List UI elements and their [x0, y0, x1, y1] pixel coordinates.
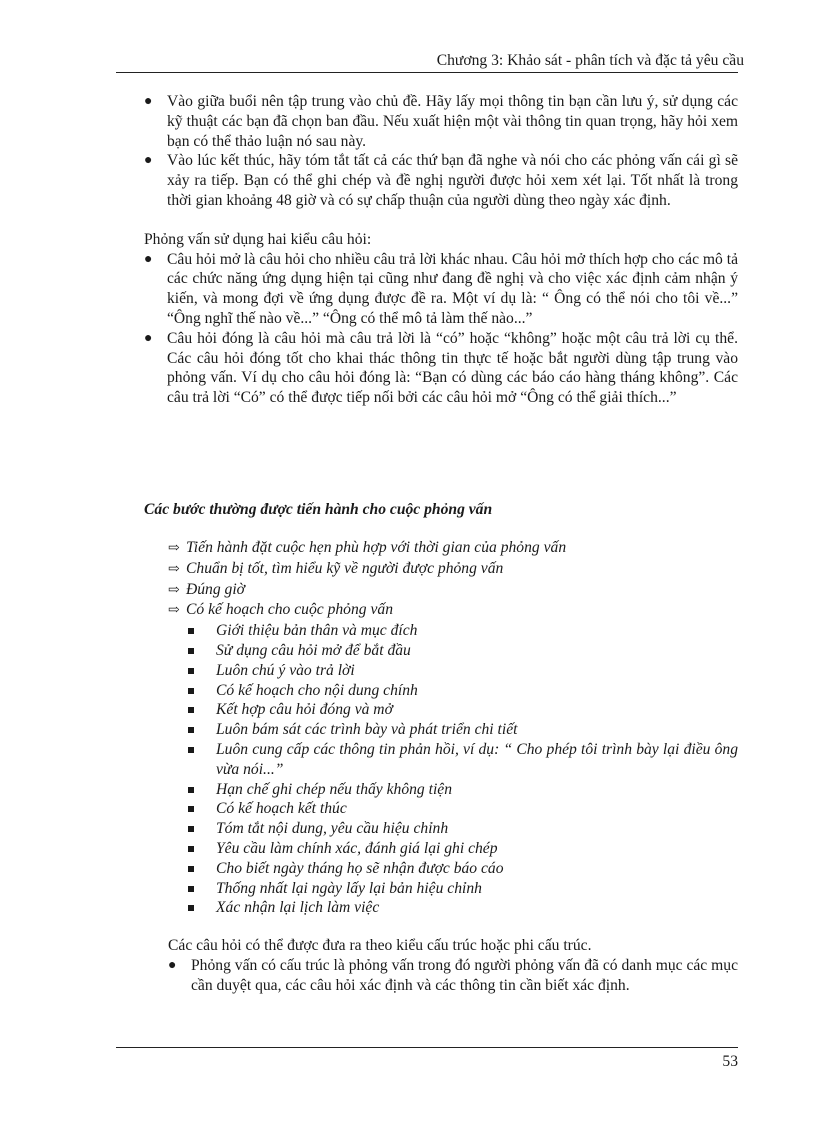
bullet-dot-icon: ● [168, 957, 177, 973]
arrow-right-icon: ⇨ [168, 541, 180, 556]
square-bullet-icon [188, 668, 194, 674]
square-bullet-icon [188, 846, 194, 852]
bullet-dot-icon: ● [144, 330, 153, 346]
step-item: ⇨ Chuẩn bị tốt, tìm hiểu kỹ về người được phỏng vấn [168, 559, 738, 580]
list-item: ● Vào lúc kết thúc, hãy tóm tắt tất cả các thứ bạn đã nghe và nói cho các phỏng vấn cái gì sẽ xảy ra tiếp. Bạn có thể ghi chép và đề nghị người được hỏi xem xét lại. Tốt nhất là trong thời gian khoảng 48 giờ và có sự chấp thuận của người dùng theo ngày xác định. [144, 152, 738, 209]
square-bullet-icon [188, 905, 194, 911]
step-item: ⇨ Tiến hành đặt cuộc hẹn phù hợp với thời gian của phỏng vấn [168, 538, 738, 559]
list-item: Xác nhận lại lịch làm việc [168, 898, 738, 918]
square-bullet-icon [188, 707, 194, 713]
list-item: Giới thiệu bản thân và mục đích [168, 621, 738, 641]
square-bullet-icon [188, 826, 194, 832]
list-item: Sử dụng câu hỏi mở để bắt đầu [168, 641, 738, 661]
step-item: ⇨ Đúng giờ [168, 580, 738, 601]
plan-sublist [168, 621, 738, 918]
list-item: Luôn cung cấp các thông tin phản hồi, ví dụ: “ Cho phép tôi trình bày lại điều ông vừa nói...” [168, 740, 738, 780]
square-bullet-icon [188, 866, 194, 872]
list-item: ● Câu hỏi mở là câu hỏi cho nhiều câu trả lời khác nhau. Câu hỏi mở thích hợp cho các mô tả các chức năng ứng dụng hiện tại cũng như đang đề nghị và cho việc xác định cảm nhận ý kiến, và mong đợi về ứng dụng được đề ra. Một ví dụ là: “ Ông có thể nói cho tôi về...” “Ông nghĩ thế nào về...” “Ông có thể mô tả làm thế nào...” [144, 250, 738, 327]
header-rule [116, 72, 738, 73]
arrow-right-icon: ⇨ [168, 603, 180, 619]
arrow-right-icon: ⇨ [168, 561, 180, 577]
question-types-list [144, 250, 738, 408]
list-item: Có kế hoạch cho nội dung chính [168, 681, 738, 701]
page-number: 53 [722, 1053, 738, 1070]
list-item: Có kế hoạch kết thúc [168, 799, 738, 819]
chapter-header: Chương 3: Khảo sát - phân tích và đặc tả yêu cầu [436, 52, 744, 69]
closing-list [168, 956, 738, 996]
square-bullet-icon [188, 648, 194, 654]
square-bullet-icon [188, 787, 194, 793]
list-item: ● Phỏng vấn có cấu trúc là phỏng vấn trong đó người phỏng vấn đã có danh mục các mục cần duyệt qua, các câu hỏi xác định và các thông tin cần biết xác định. [168, 956, 738, 994]
footer-rule [116, 1047, 738, 1048]
square-bullet-icon [188, 727, 194, 733]
list-item: Cho biết ngày tháng họ sẽ nhận được báo cáo [168, 859, 738, 879]
list-item: Tóm tắt nội dung, yêu cầu hiệu chỉnh [168, 819, 738, 839]
arrow-right-icon: ⇨ [168, 582, 180, 598]
square-bullet-icon [188, 628, 194, 634]
square-bullet-icon [188, 688, 194, 694]
main-content [144, 92, 738, 408]
bullet-dot-icon: ● [144, 153, 153, 169]
list-item: Luôn bám sát các trình bày và phát triển chi tiết [168, 720, 738, 740]
square-bullet-icon [188, 747, 194, 753]
question-types-lead: Phỏng vấn sử dụng hai kiểu câu hỏi: [144, 230, 372, 248]
square-bullet-icon [188, 886, 194, 892]
bullet-dot-icon: ● [144, 251, 153, 267]
bullet-dot-icon: ● [144, 94, 153, 109]
list-item: Thống nhất lại ngày lấy lại bản hiệu chỉnh [168, 879, 738, 899]
section-title: Các bước thường được tiến hành cho cuộc phỏng vấn [144, 501, 493, 518]
list-item: ● Câu hỏi đóng là câu hỏi mà câu trả lời là “có” hoặc “không” hoặc một câu trả lời cụ thể. Các câu hỏi đóng tốt cho khai thác thông tin thực tế hoặc bắt người dùng tập trung vào phỏng vấn. Ví dụ cho câu hỏi đóng là: “Bạn có dùng các báo cáo hàng tháng không”. Các câu trả lời “Có” có thể được tiếp nối bởi các câu hỏi mở “Ông có thể giải thích...” [144, 329, 738, 407]
step-item: ⇨ Có kế hoạch cho cuộc phỏng vấn [168, 600, 738, 621]
list-item: Luôn chú ý vào trả lời [168, 661, 738, 681]
closing-section [168, 936, 738, 995]
intro-bullet-list [144, 92, 738, 211]
square-bullet-icon [188, 806, 194, 812]
list-item: Hạn chế ghi chép nếu thấy không tiện [168, 780, 738, 800]
interview-steps [168, 538, 738, 918]
list-item: ● Vào giữa buổi nên tập trung vào chủ đề. Hãy lấy mọi thông tin bạn cần lưu ý, sử dụng các kỹ thuật các bạn đã chọn ban đầu. Nếu xuất hiện một vài thông tin quan trọng, hãy hỏi xem bạn có thể thảo luận nó sau này. [144, 93, 738, 150]
closing-lead: Các câu hỏi có thể được đưa ra theo kiểu cấu trúc hoặc phi cấu trúc. [168, 937, 592, 954]
list-item: Yêu cầu làm chính xác, đánh giá lại ghi chép [168, 839, 738, 859]
list-item: Kết hợp câu hỏi đóng và mở [168, 700, 738, 720]
